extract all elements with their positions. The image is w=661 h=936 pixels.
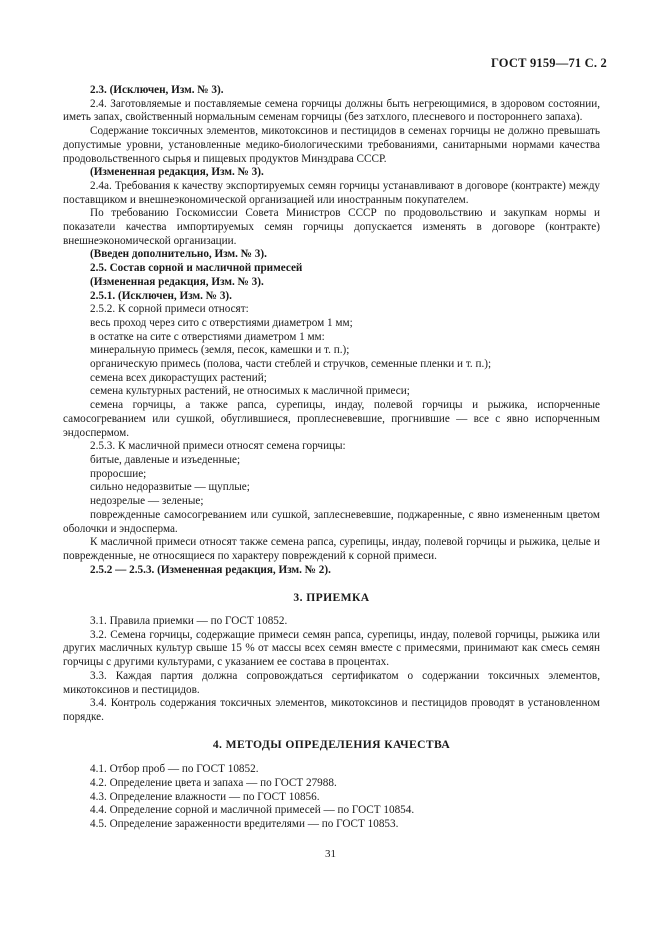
section-heading-acceptance: 3. ПРИЕМКА xyxy=(293,591,370,605)
import-paragraph: По требованию Госкомиссии Совета Министров СССР по продовольствию и закупкам нормы и показатели качества импортируемых семян горчицы допускается изменять в договоре (контракте) внешнеэкономической организации. xyxy=(63,207,600,247)
list-item: проросшие; xyxy=(90,467,147,480)
clause-2-4a: 2.4а. Требования к качеству экспортируемых семян горчицы устанавливают в договоре (контракте) между поставщиком и внешнеэкономической организацией или иностранным покупателем. xyxy=(63,179,600,206)
clause-2-5-3: 2.5.3. К масличной примеси относят семена горчицы: xyxy=(90,440,346,453)
document-body xyxy=(63,84,600,832)
list-item: 4.3. Определение влажности — по ГОСТ 10856. xyxy=(90,790,320,803)
list-item: семена всех дикорастущих растений; xyxy=(90,371,267,384)
clause-2-5: 2.5. Состав сорной и масличной примесей xyxy=(90,262,303,275)
list-item: битые, давленые и изъеденные; xyxy=(90,453,241,466)
list-item: семена горчицы, а также рапса, сурепицы, индау, полевой горчицы и рыжика, испорченные самосогреванием или сушкой, обуглившиеся, проплесневевшие, прогнившие — все с явно испорченным эндоспермом. xyxy=(63,399,600,439)
clause-2-3: 2.3. (Исключен, Изм. № 3). xyxy=(90,84,224,96)
clause-2-4: 2.4. Заготовляемые и поставляемые семена горчицы должны быть негреющимися, в здоровом состоянии, иметь запах, свойственный нормальным семенам горчицы (без затхлого, плесневого и постороннего запаха). xyxy=(63,97,600,124)
list-item: 4.2. Определение цвета и запаха — по ГОСТ 27988. xyxy=(90,777,337,790)
list-item: весь проход через сито с отверстиями диаметром 1 мм; xyxy=(90,316,353,329)
document-header: ГОСТ 9159—71 С. 2 xyxy=(490,56,607,70)
clause-3-4: 3.4. Контроль содержания токсичных элементов, микотоксинов и пестицидов проводят в установленном порядке. xyxy=(63,697,600,723)
list-item: 4.4. Определение сорной и масличной примесей — по ГОСТ 10854. xyxy=(90,804,415,817)
oil-admixture-paragraph: К масличной примеси относят также семена рапса, сурепицы, индау, полевой горчицы и рыжика, целые и поврежденные, не относящиеся по характеру повреждений к сорной примеси. xyxy=(63,536,600,562)
amendment-note: (Измененная редакция, Изм. № 3). xyxy=(90,166,264,179)
list-item: органическую примесь (полова, части стеблей и стручков, семенные пленки и т. п.); xyxy=(90,358,492,371)
list-item: недозрелые — зеленые; xyxy=(90,495,204,508)
list-item: 4.1. Отбор проб — по ГОСТ 10852. xyxy=(90,763,259,776)
list-item: минеральную примесь (земля, песок, камешки и т. п.); xyxy=(90,344,350,357)
list-item: 4.5. Определение зараженности вредителями — по ГОСТ 10853. xyxy=(90,818,399,831)
toxic-content-paragraph: Содержание токсичных элементов, микотоксинов и пестицидов в семенах горчицы не должно превышать допустимые уровни, установленные медико-биологическими требованиями, санитарными нормами качества продовольственного сырья и пищевых продуктов Минздрава СССР. xyxy=(63,125,600,165)
list-item: в остатке на сите с отверстиями диаметром 1 мм: xyxy=(90,330,325,343)
amendment-note: 2.5.2 — 2.5.3. (Измененная редакция, Изм. № 2). xyxy=(90,563,331,576)
list-item: семена культурных растений, не относимых к масличной примеси; xyxy=(90,385,410,398)
amendment-note: (Измененная редакция, Изм. № 3). xyxy=(90,275,264,288)
clause-3-2: 3.2. Семена горчицы, содержащие примеси семян рапса, сурепицы, индау, полевой горчицы, рыжика или других масличных культур свыше 15 % от массы всех семян вместе с примесями, принимают как смесь семян горчицы с другими культурами, с указанием ее состава в процентах. xyxy=(63,628,600,669)
amendment-note: (Введен дополнительно, Изм. № 3). xyxy=(90,248,267,261)
clause-2-5-2: 2.5.2. К сорной примеси относят: xyxy=(90,303,249,316)
page-number: 31 xyxy=(325,848,336,860)
list-item: сильно недоразвитые — щуплые; xyxy=(90,481,250,494)
section-heading-methods: 4. МЕТОДЫ ОПРЕДЕЛЕНИЯ КАЧЕСТВА xyxy=(212,737,451,751)
clause-3-3: 3.3. Каждая партия должна сопровождаться сертификатом о содержании токсичных элементов, микотоксинов и пестицидов. xyxy=(63,669,600,696)
clause-2-5-1: 2.5.1. (Исключен, Изм. № 3). xyxy=(90,289,232,302)
clause-3-1: 3.1. Правила приемки — по ГОСТ 10852. xyxy=(90,615,288,628)
list-item: поврежденные самосогреванием или сушкой, заплесневевшие, поджаренные, с явно измененным цветом оболочки и эндосперма. xyxy=(63,508,600,535)
